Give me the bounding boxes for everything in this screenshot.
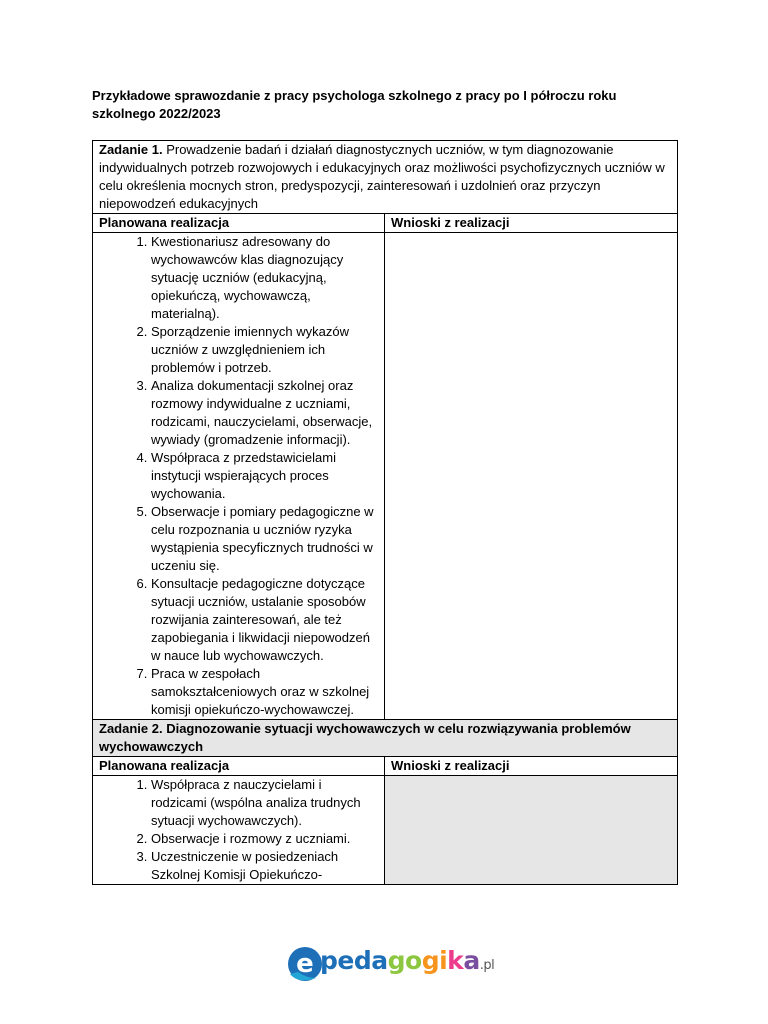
svg-text:e: e	[296, 949, 314, 979]
task-1-content-row	[93, 233, 678, 720]
task-1-items-list	[99, 233, 378, 719]
task-2-description: Zadanie 2. Diagnozowanie sytuacji wychowawczych w celu rozwiązywania problemów wychowawczych	[93, 720, 678, 757]
task-1-header-row	[93, 214, 678, 233]
task-1-label: Zadanie 1.	[99, 142, 163, 157]
task-2-header-row	[93, 757, 678, 776]
task-2-planned-cell	[93, 776, 385, 885]
list-item: 7. Praca w zespołach samokształceniowych oraz w szkolnej komisji opiekuńczo-wychowawczej.	[151, 665, 378, 719]
list-item: 6. Konsultacje pedagogiczne dotyczące sytuacji uczniów, ustalanie sposobów rozwijania zainteresowań, ale też zapobiegania i likwidacji niepowodzeń w nauce lub wychowawczych.	[151, 575, 378, 665]
logo-wordmark: pedagogika.pl	[320, 946, 495, 975]
task-1-col-planned: Planowana realizacja	[93, 214, 385, 233]
task-1-conclusions-cell	[385, 233, 678, 720]
list-item: 2. Obserwacje i rozmowy z uczniami.	[151, 830, 378, 848]
task-2-items-list	[99, 776, 378, 884]
task-2-row	[93, 720, 678, 757]
task-1-row	[93, 141, 678, 214]
list-item: 1. Współpraca z nauczycielami i rodzicami (wspólna analiza trudnych sytuacji wychowawczych).	[151, 776, 378, 830]
list-item: 1. Kwestionariusz adresowany do wychowawców klas diagnozujący sytuację uczniów (edukacyjną, opiekuńczą, wychowawczą, materialną).	[151, 233, 378, 323]
report-table	[92, 140, 678, 885]
task-1-col-conclusions: Wnioski z realizacji	[385, 214, 678, 233]
task-2-content-row	[93, 776, 678, 885]
list-item: 3. Uczestniczenie w posiedzeniach Szkolnej Komisji Opiekuńczo-	[151, 848, 378, 884]
task-1-description	[93, 141, 678, 214]
task-2-col-planned: Planowana realizacja	[93, 757, 385, 776]
task-1-planned-cell	[93, 233, 385, 720]
document-title: Przykładowe sprawozdanie z pracy psychologa szkolnego z pracy po I półroczu roku szkolnego 2022/2023	[92, 88, 617, 121]
list-item: 2. Sporządzenie imiennych wykazów uczniów z uwzględnieniem ich problemów i potrzeb.	[151, 323, 378, 377]
task-2-conclusions-cell	[385, 776, 678, 885]
task-2-col-conclusions: Wnioski z realizacji	[385, 757, 678, 776]
task-1-text: Prowadzenie badań i działań diagnostycznych uczniów, w tym diagnozowanie indywidualnych potrzeb rozwojowych i edukacyjnych oraz możliwości psychofizycznych uczniów w celu określenia mocnych stron, predyspozycji, zainteresowań i uzdolnień oraz przyczyn niepowodzeń edukacyjnych	[99, 142, 665, 211]
list-item: 3. Analiza dokumentacji szkolnej oraz rozmowy indywidualne z uczniami, rodzicami, nauczycielami, obserwacje, wywiady (gromadzenie informacji).	[151, 377, 378, 449]
epedagogika-logo	[286, 944, 495, 984]
list-item: 4. Współpraca z przedstawicielami instytucji wspierających proces wychowania.	[151, 449, 378, 503]
list-item: 5. Obserwacje i pomiary pedagogiczne w celu rozpoznania u uczniów ryzyka wystąpienia specyficznych trudności w uczeniu się.	[151, 503, 378, 575]
